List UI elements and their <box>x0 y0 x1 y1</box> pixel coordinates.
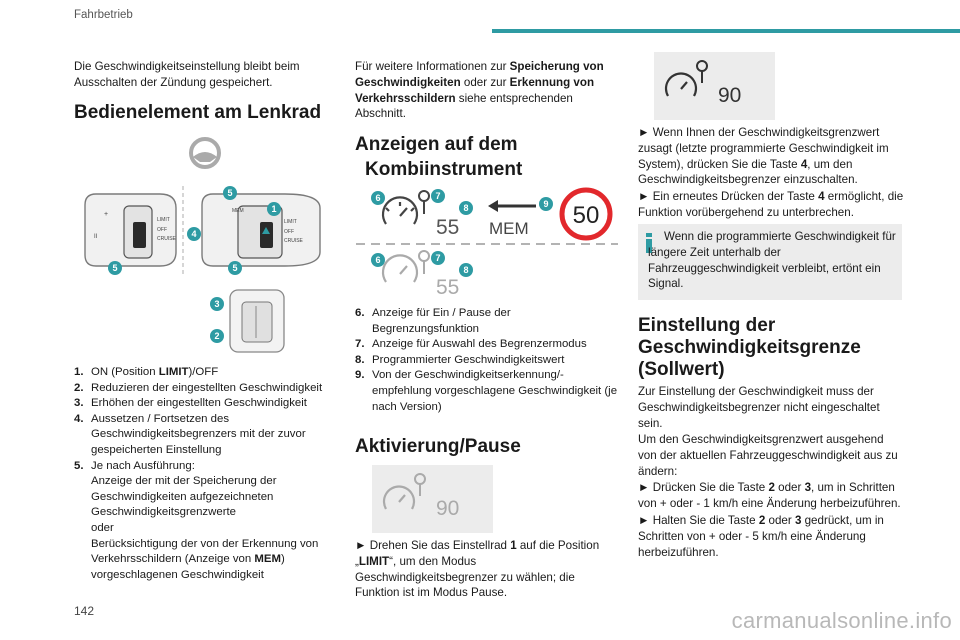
pause-display-box <box>372 465 493 533</box>
svg-text:+: + <box>104 211 109 218</box>
cluster-speed-top: 55 <box>436 216 460 239</box>
list-item: 9. Von der Geschwindigkeitserkennung/-empfehlung vorgeschlagene Geschwindigkeit (je nach Version) <box>355 369 618 413</box>
marker-1: 1 <box>271 204 277 214</box>
heading-cluster: Anzeigen auf dem Kombiinstrument <box>355 134 523 180</box>
cluster-mem-label: MEM <box>489 219 529 238</box>
stalk-label-limit-right: LIMIT <box>284 219 297 225</box>
steering-control-illustration <box>80 130 335 360</box>
control-legend-list <box>74 365 336 583</box>
heading-steering-controls: Bedienelement am Lenkrad <box>74 102 322 123</box>
marker-5c: 5 <box>232 263 238 273</box>
marker-8: 8 <box>463 203 469 213</box>
setting-text-1: Zur Einstellung der Geschwindigkeit muss der Geschwindigkeitsbegrenzer nicht eingeschaltet sein. <box>638 385 880 430</box>
stalk-label-off-right: OFF <box>284 229 294 235</box>
marker-7: 7 <box>435 191 441 201</box>
info-box <box>638 224 902 300</box>
active-display-box <box>654 52 775 120</box>
list-item: 3. Erhöhen der eingestellten Geschwindigkeit <box>74 397 307 410</box>
info-text: Wenn die programmierte Geschwindigkeit für längere Zeit unterhalb der Fahrzeuggeschwindigkeit verbleibt, ertönt ein Signal. <box>648 230 896 291</box>
arrow-left-icon <box>488 200 536 212</box>
list-item: 1. ON (Position LIMIT)/OFF <box>74 366 219 378</box>
page-number: 142 <box>74 604 95 618</box>
stalk-label-cruise-right: CRUISE <box>284 238 303 244</box>
activation-text: ► Drehen Sie das Einstellrad 1 auf die Position „LIMIT“, um den Modus Geschwindigkeitsbegrenzer zu wählen; die Funktion ist im Modus Pause. <box>355 539 600 600</box>
intro-text: Die Geschwindigkeitseinstellung bleibt beim Ausschalten der Zündung gespeichert. <box>74 60 300 89</box>
pause-speed: 90 <box>436 497 460 520</box>
speed-limit-sign-icon <box>562 190 610 238</box>
right-stalk <box>202 194 320 266</box>
stalk-label-cruise: CRUISE <box>157 236 176 242</box>
marker-6b: 6 <box>375 255 381 265</box>
stalk-label-off: OFF <box>157 227 167 233</box>
marker-3: 3 <box>214 299 220 309</box>
heading-activation: Aktivierung/Pause <box>355 436 521 457</box>
pause-display-illustration <box>372 465 493 533</box>
watermark: carmanualsonline.info <box>731 608 952 633</box>
marker-5b: 5 <box>112 263 118 273</box>
marker-9: 9 <box>543 199 549 209</box>
interrupt-text: ► Ein erneutes Drücken der Taste 4 ermöglicht, die Funktion vorübergehend zu unterbrechen. <box>638 190 904 219</box>
limiter-pin-dim-icon <box>419 251 429 274</box>
speedometer-dim-icon <box>383 255 417 282</box>
list-item: 6. Anzeige für Ein / Pause der Begrenzungsfunktion <box>355 307 511 335</box>
speedometer-icon <box>383 197 417 224</box>
heading-set-limit: Einstellung der Geschwindigkeitsgrenze (Sollwert) <box>638 315 861 380</box>
left-stalk <box>85 194 177 266</box>
list-item: 2. Reduzieren der eingestellten Geschwindigkeit <box>74 381 323 394</box>
list-item: 5. Je nach Ausführung: Anzeige der mit der Speicherung der Geschwindigkeiten aufgezeichneten Geschwindigkeitsgrenzwerte oder Berücksichtigung der von der Erkennung von Verkehrsschildern (Anzeige von MEM) vorgeschlagenen Geschwindigkeit <box>74 459 319 581</box>
active-speed: 90 <box>718 84 742 107</box>
marker-7b: 7 <box>435 253 441 263</box>
setting-text-2: Um den Geschwindigkeitsgrenzwert ausgehend von der aktuellen Fahrzeuggeschwindigkeit aus zu ändern: <box>638 433 898 478</box>
marker-6: 6 <box>375 193 381 203</box>
marker-5a: 5 <box>227 188 233 198</box>
cluster-illustration <box>356 186 618 298</box>
cluster-legend-list <box>355 306 620 415</box>
stalk-label-mem: MEM <box>232 208 244 214</box>
limiter-pin-icon <box>419 191 429 214</box>
steering-wheel-icon <box>191 139 219 167</box>
list-item: 7. Anzeige für Auswahl des Begrenzermodus <box>355 338 587 351</box>
marker-2: 2 <box>214 331 220 341</box>
marker-8b: 8 <box>463 265 469 275</box>
thumbwheel-illustration <box>230 290 284 352</box>
marker-4: 4 <box>191 229 197 239</box>
section-header: Fahrbetrieb <box>74 9 133 21</box>
activate-text: ► Wenn Ihnen der Geschwindigkeitsgrenzwert zusagt (letzte programmierte Geschwindigkeit im System), drücken Sie die Taste 4, um den Geschwindigkeitsbegrenzer einzuschalten. <box>638 126 889 187</box>
list-item: 8. Programmierter Geschwindigkeitswert <box>355 353 565 366</box>
setting-text-3: ► Drücken Sie die Taste 2 oder 3, um in Schritten von + oder - 1 km/h eine Änderung herbeizuführen. <box>638 481 901 510</box>
col2-intro: Für weitere Informationen zur Speicherung von Geschwindigkeiten oder zur Erkennung von Verkehrsschildern siehe entsprechenden Abschnitt. <box>355 60 604 121</box>
header-accent-bar <box>492 29 960 33</box>
cluster-speed-bottom: 55 <box>436 276 460 298</box>
svg-text:50: 50 <box>572 202 600 229</box>
setting-text-4: ► Halten Sie die Taste 2 oder 3 gedrückt, um in Schritten von + oder - 5 km/h eine Änderung herbeizuführen. <box>638 514 884 559</box>
list-item: 4. Aussetzen / Fortsetzen des Geschwindigkeitsbegrenzers mit der zuvor gespeicherten Einstellung <box>74 412 306 456</box>
svg-text:II: II <box>94 234 98 240</box>
active-display-illustration <box>654 52 775 120</box>
stalk-label-limit: LIMIT <box>157 217 170 223</box>
